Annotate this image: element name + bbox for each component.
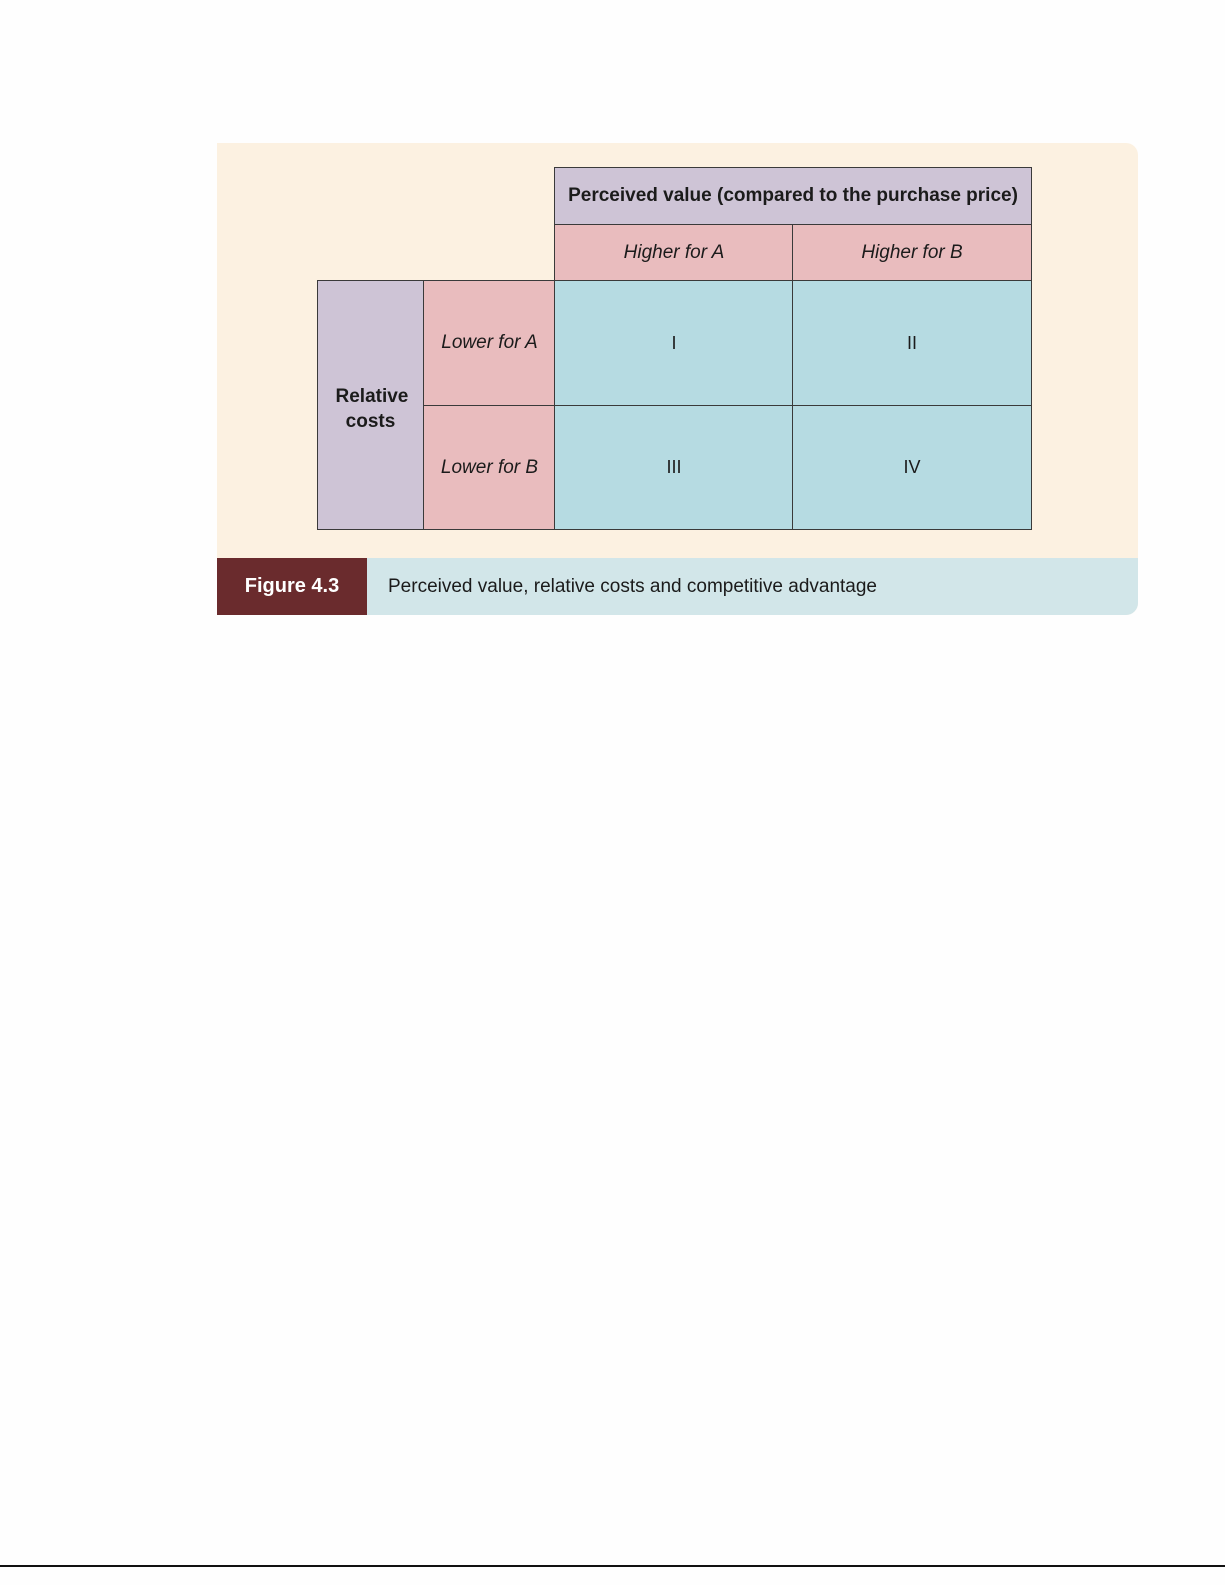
quadrant-iv: IV [792, 405, 1032, 530]
row-header-lower-for-b: Lower for B [423, 405, 556, 530]
column-header-higher-for-a: Higher for A [554, 224, 794, 281]
figure-panel [217, 143, 1138, 615]
quadrant-ii: II [792, 280, 1032, 406]
figure-caption-bar [217, 558, 1138, 615]
column-header-higher-for-b: Higher for B [792, 224, 1032, 281]
perceived-value-header: Perceived value (compared to the purchase price) [554, 167, 1032, 225]
quadrant-iii: III [554, 405, 794, 530]
page-bottom-rule [0, 1565, 1225, 1567]
row-header-lower-for-a: Lower for A [423, 280, 556, 406]
relative-costs-label: Relative costs [335, 386, 409, 432]
figure-caption-text: Perceived value, relative costs and competitive advantage [388, 575, 877, 597]
figure-number-label: Figure 4.3 [217, 558, 367, 615]
quadrant-i: I [554, 280, 794, 406]
relative-costs-header [317, 280, 424, 530]
